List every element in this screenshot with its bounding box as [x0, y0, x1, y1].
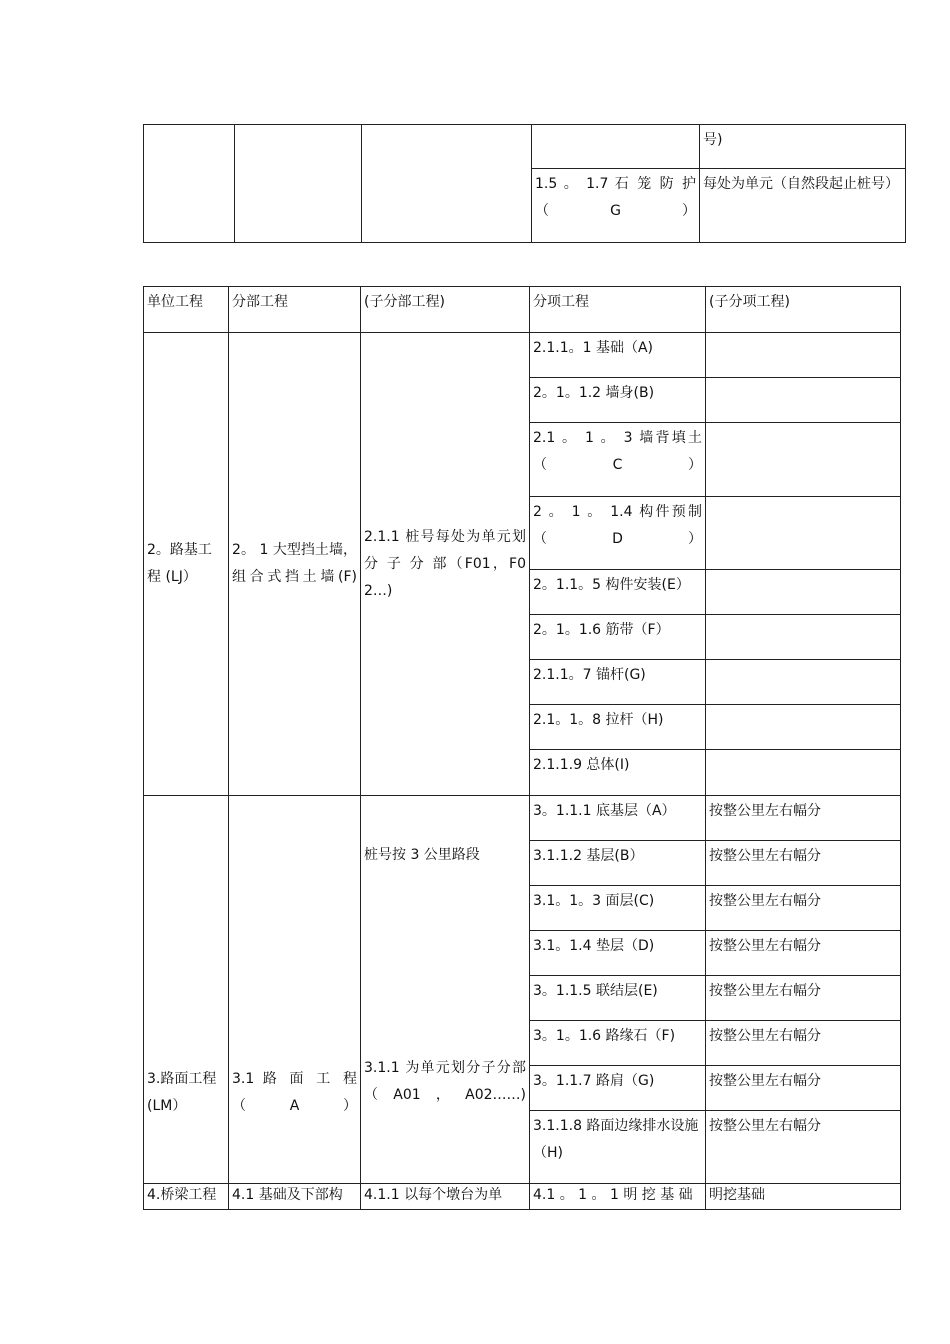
item-cell: 2.1。1。8 拉杆（H)	[530, 705, 706, 750]
subitem-cell	[706, 570, 901, 615]
table-cell	[235, 125, 362, 243]
item-cell: 3.1。1.4 垫层（D)	[530, 931, 706, 976]
header-item: 分项工程	[530, 287, 706, 333]
subpart-cell-ql: 4.1.1 以每个墩台为单	[361, 1184, 530, 1210]
table-row	[144, 796, 901, 841]
part-cell-ql: 4.1 基础及下部构	[229, 1184, 361, 1210]
item-cell-ql: 4.1 。 1 。 1 明 挖 基 础	[530, 1184, 706, 1210]
subitem-cell: 按整公里左右幅分	[706, 841, 901, 886]
table-row	[144, 333, 901, 378]
continuation-table	[143, 124, 906, 243]
subitem-cell: 按整公里左右幅分	[706, 931, 901, 976]
subitem-cell	[706, 378, 901, 423]
subitem-cell	[706, 333, 901, 378]
item-cell: 3.1。1。3 面层(C)	[530, 886, 706, 931]
subitem-cell: 按整公里左右幅分	[706, 1111, 901, 1184]
header-subitem: (子分项工程)	[706, 287, 901, 333]
subitem-cell: 按整公里左右幅分	[706, 796, 901, 841]
subitem-cell: 按整公里左右幅分	[706, 886, 901, 931]
table-cell	[144, 125, 235, 243]
item-cell: 2。1.1。5 构件安装(E）	[530, 570, 706, 615]
table-cell: 每处为单元（自然段起止桩号）	[700, 169, 906, 243]
subitem-cell	[706, 615, 901, 660]
item-cell: 2.1 。 1 。 3 墙背填土（C）	[530, 423, 706, 497]
subitem-cell	[706, 660, 901, 705]
table-cell	[362, 125, 532, 243]
item-cell: 3。1.1.7 路肩（G)	[530, 1066, 706, 1111]
item-cell: 3.1.1.2 基层(B）	[530, 841, 706, 886]
unit-cell-lm: 3.路面工程(LM）	[144, 796, 229, 1184]
subpart-lm-bottom: 3.1.1 为单元划分子分部（A01，A02……)	[364, 1060, 526, 1103]
table-row	[144, 1184, 901, 1210]
subitem-cell: 按整公里左右幅分	[706, 1066, 901, 1111]
subitem-cell: 按整公里左右幅分	[706, 1021, 901, 1066]
subitem-cell: 按整公里左右幅分	[706, 976, 901, 1021]
table-cell: 号)	[700, 125, 906, 169]
item-cell: 3。1.1.5 联结层(E)	[530, 976, 706, 1021]
item-cell: 3。1。1.6 路缘石（F)	[530, 1021, 706, 1066]
item-cell: 2.1.1。1 基础（A)	[530, 333, 706, 378]
part-cell-lj: 2。 1 大型挡土墙，组合式挡土墙(F)	[229, 333, 361, 796]
item-cell: 3。1.1.1 底基层（A）	[530, 796, 706, 841]
header-unit: 单位工程	[144, 287, 229, 333]
unit-cell-lj: 2。路基工程 (LJ）	[144, 333, 229, 796]
subitem-cell-ql: 明挖基础	[706, 1184, 901, 1210]
subpart-cell-lj: 2.1.1 桩号每处为单元划 分 子 分 部（F01，F02…)	[361, 333, 530, 796]
subpart-cell-lm	[361, 796, 530, 1184]
table-cell: 1.5 。 1.7 石 笼 防 护（G）	[532, 169, 700, 243]
item-cell: 2。1。1.6 筋带（F）	[530, 615, 706, 660]
subitem-cell	[706, 497, 901, 570]
item-cell: 3.1.1.8 路面边缘排水设施（H)	[530, 1111, 706, 1184]
part-cell-lm: 3.1 路 面 工 程（A）	[229, 796, 361, 1184]
item-cell: 2.1.1.9 总体(I)	[530, 750, 706, 796]
header-part: 分部工程	[229, 287, 361, 333]
subitem-cell	[706, 705, 901, 750]
item-cell: 2.1.1。7 锚杆(G)	[530, 660, 706, 705]
subitem-cell	[706, 423, 901, 497]
item-cell: 2 。 1 。 1.4 构件预制（D）	[530, 497, 706, 570]
subitem-cell	[706, 750, 901, 796]
unit-cell-ql: 4.桥梁工程	[144, 1184, 229, 1210]
subpart-lm-top: 桩号按 3 公里路段	[364, 847, 480, 863]
table-row	[144, 125, 906, 169]
header-row	[144, 287, 901, 333]
work-breakdown-table	[143, 286, 901, 1210]
header-subpart: (子分部工程)	[361, 287, 530, 333]
item-cell: 2。1。1.2 墙身(B)	[530, 378, 706, 423]
table-cell	[532, 125, 700, 169]
